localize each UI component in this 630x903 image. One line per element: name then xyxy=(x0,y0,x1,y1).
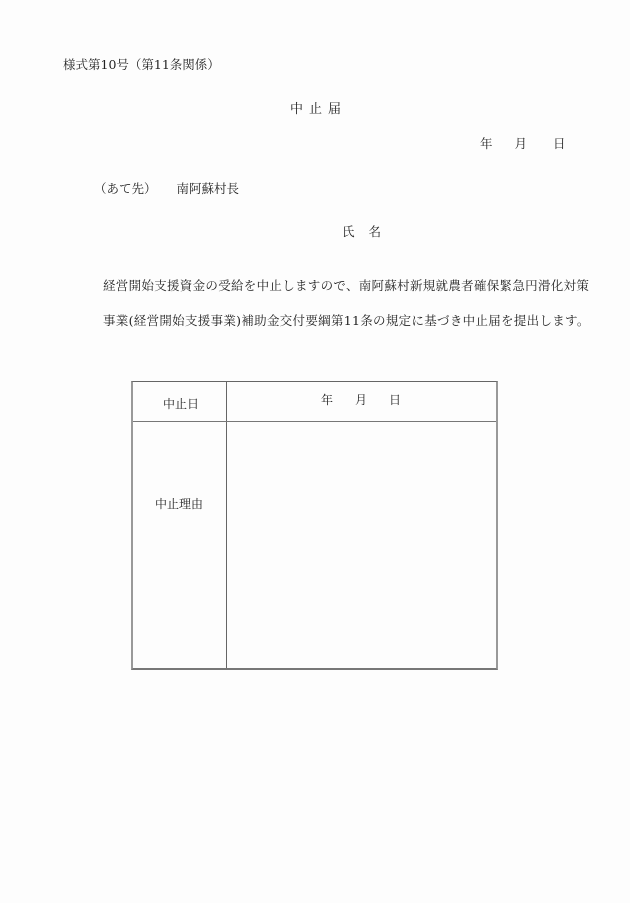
body-text-line-2: 事業(経営開始支援事業)補助金交付要綱第11条の規定に基づき中止届を提出します。 xyxy=(103,313,590,328)
signature-name-label: 氏名 xyxy=(342,224,396,239)
addressee-prefix: （あて先） xyxy=(94,181,157,196)
cancellation-reason-label: 中止理由 xyxy=(155,497,204,511)
form-number: 様式第10号（第11条関係） xyxy=(63,57,220,72)
cancel-month-label: 月 xyxy=(355,393,368,407)
body-text-line-1: 経営開始支援資金の受給を中止しますので、南阿蘇村新規就農者確保緊急円滑化対策 xyxy=(103,278,590,293)
date-day-label: 日 xyxy=(553,136,566,151)
addressee-name: 南阿蘇村長 xyxy=(176,181,240,196)
cancellation-table xyxy=(131,381,498,670)
cancellation-date-field[interactable] xyxy=(321,391,401,408)
cancel-year-label: 年 xyxy=(321,393,334,407)
cancellation-reason-field[interactable] xyxy=(227,422,496,668)
addressee xyxy=(94,179,239,197)
date-month-label: 月 xyxy=(514,136,528,151)
date-year-label: 年 xyxy=(480,136,493,151)
cancellation-date-label: 中止日 xyxy=(163,397,200,411)
cancel-day-label: 日 xyxy=(389,393,402,407)
document-title: 中止届 xyxy=(290,102,348,117)
submission-date xyxy=(480,134,566,152)
